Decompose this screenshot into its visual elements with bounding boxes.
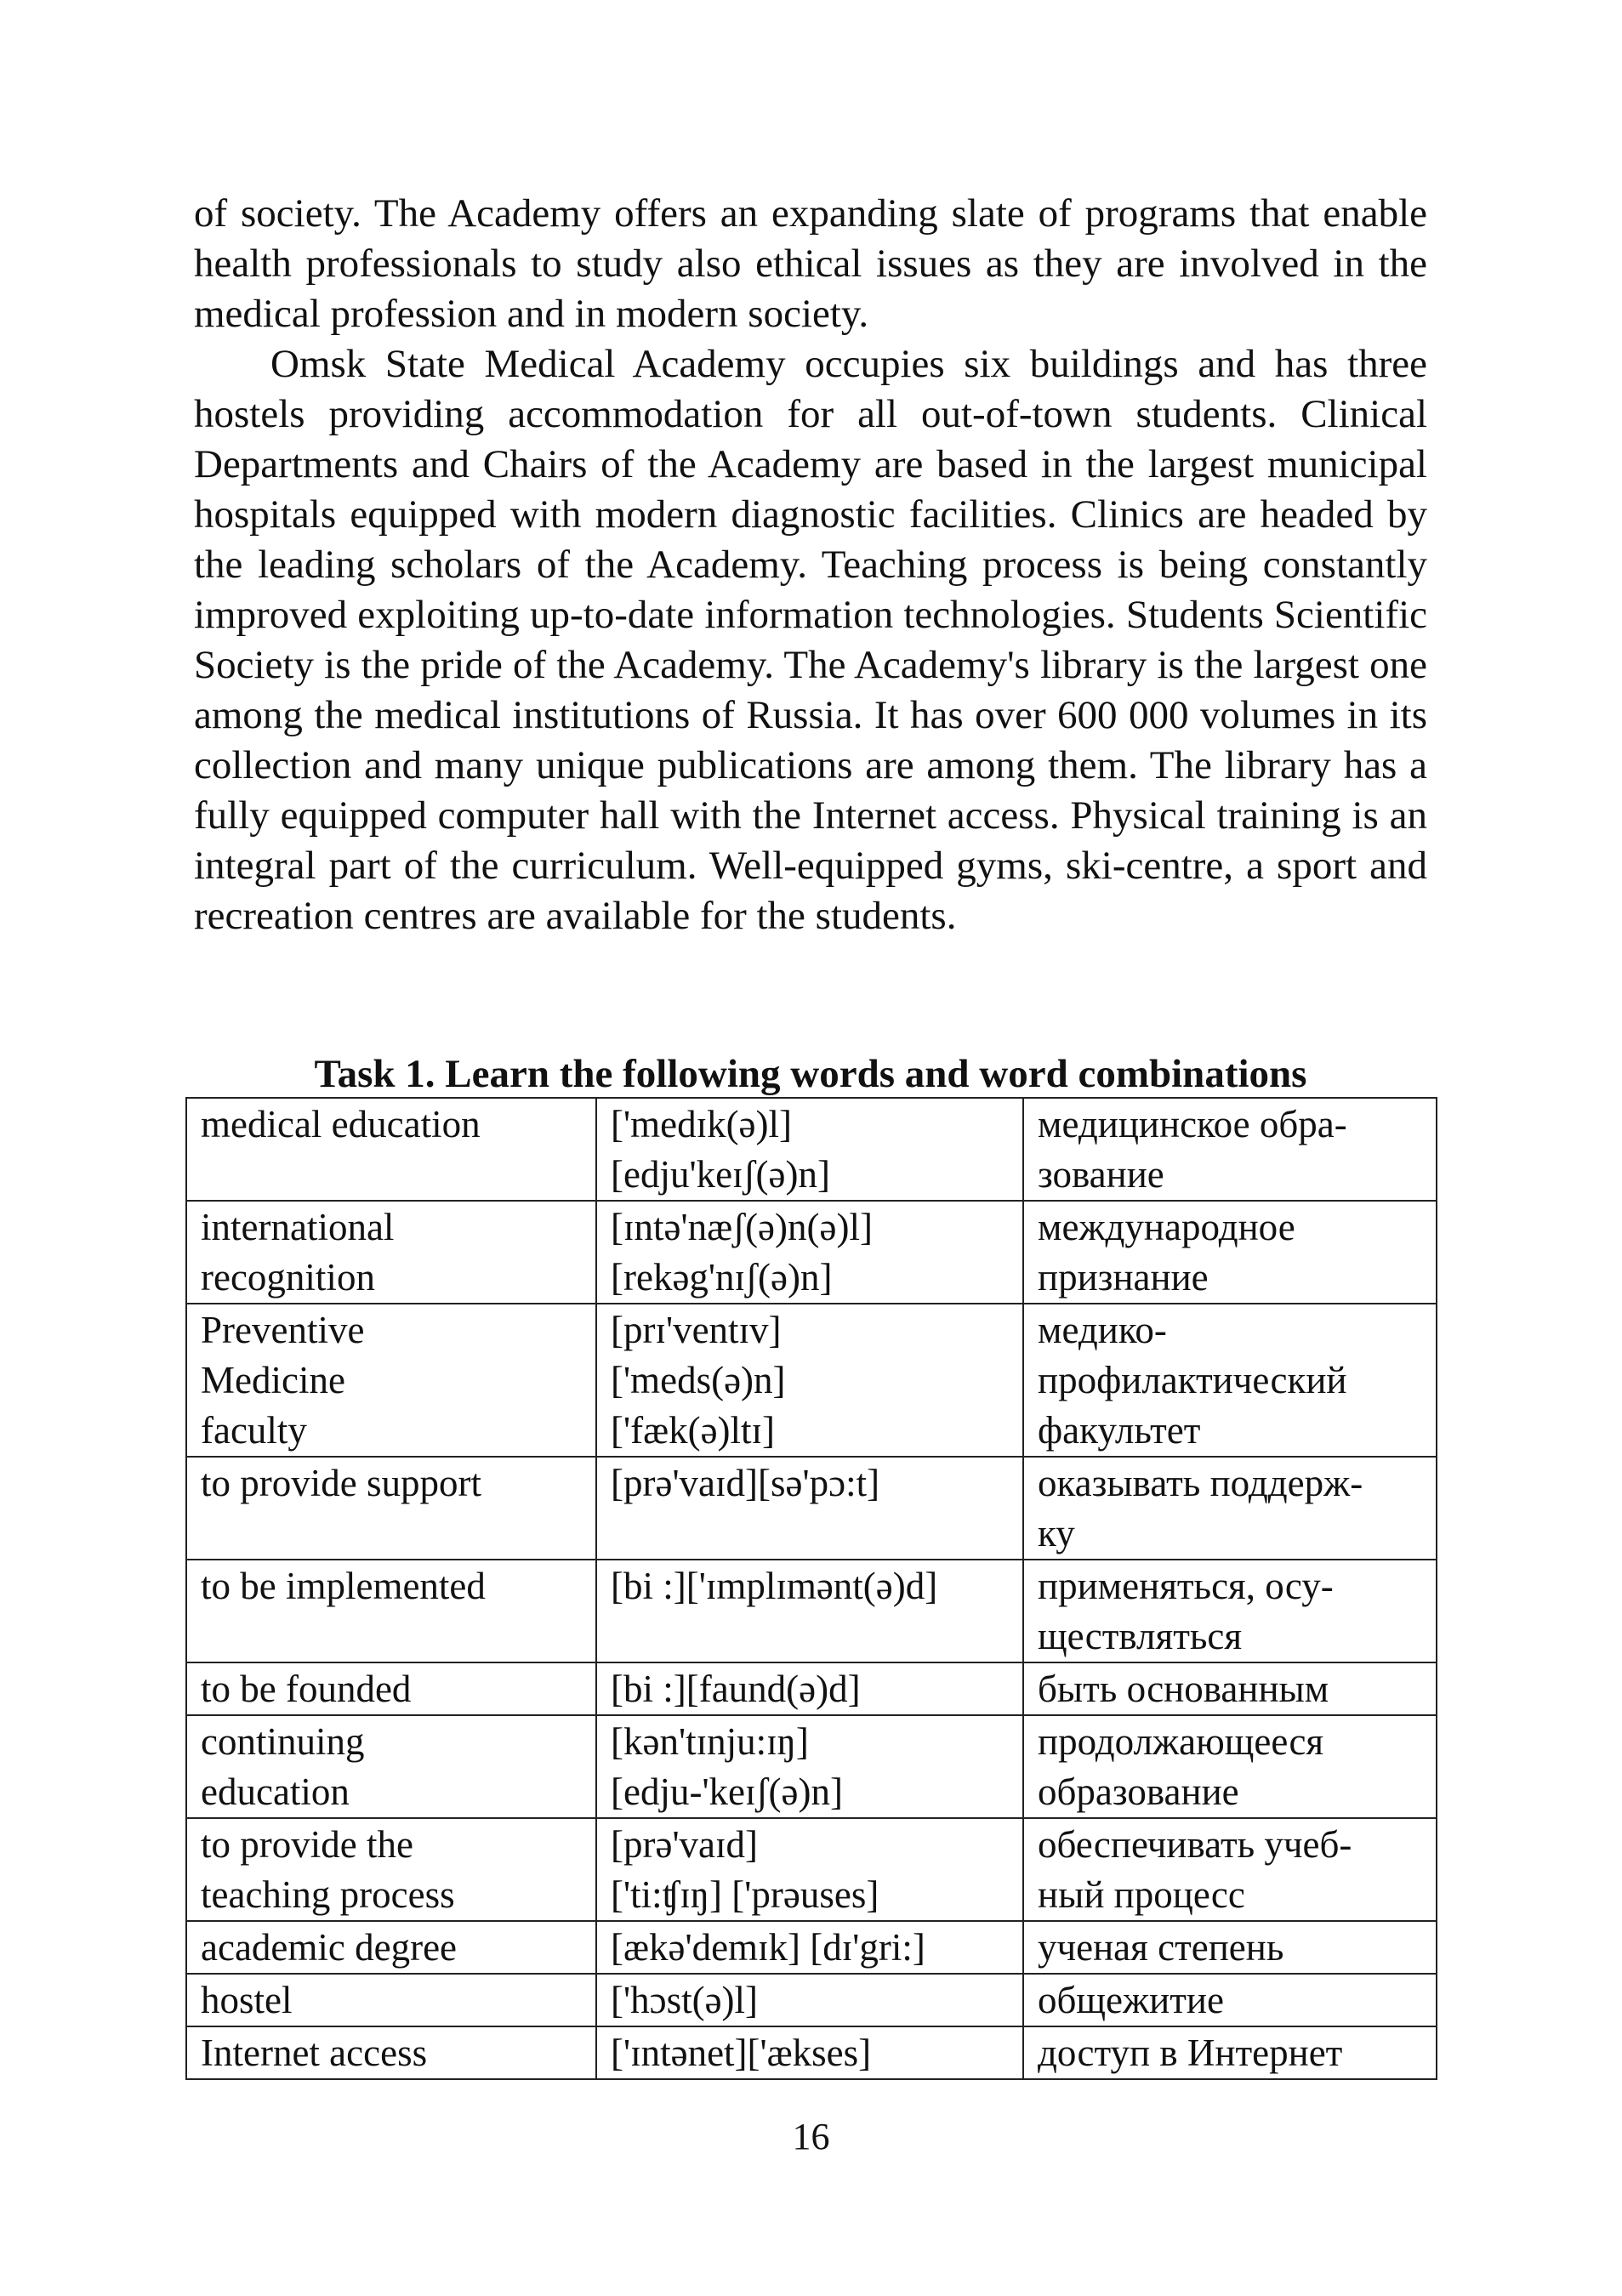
paragraph-academy-description: Omsk State Medical Academy occupies six buildings and has three hostels providing accommodation for all out-of-town students. Clinical Departments and Chairs of the Academy are based in the largest municipal hospitals equipped with modern diagnostic facilities. Clinics are headed by the leading scholars of the Academy. Teaching process is being constantly improved exploiting up-to-date information technologies. Students Scientific Society is the pride of the Academy. The Academy's library is the largest one among the medical institutions of Russia. It has over 600 000 volumes in its collection and many unique publications are among them. The library has a fully equipped computer hall with the Internet access. Physical training is an integral part of the curriculum. Well-equipped gyms, ski-centre, a sport and recreation centres are available for the students. [194, 342, 1427, 938]
vocab-translation-cell: ученая степень [1023, 1921, 1437, 1974]
table-row [186, 2026, 1437, 2079]
vocab-transcription-cell: ['hɔst(ə)l] [596, 1974, 1023, 2026]
table-row [186, 1818, 1437, 1921]
vocab-translation-cell: общежитие [1023, 1974, 1437, 2026]
table-row [186, 1201, 1437, 1304]
vocab-translation-cell: применяться, осу- ществляться [1023, 1560, 1437, 1662]
table-row [186, 1457, 1437, 1560]
vocab-transcription-cell: [prə'vaɪd][sə'pɔ:t] [596, 1457, 1023, 1560]
table-row [186, 1715, 1437, 1818]
page-number: 16 [792, 2116, 830, 2157]
vocab-translation-cell: обеспечивать учеб- ный процесс [1023, 1818, 1437, 1921]
vocab-transcription-cell: [ɪntə'næʃ(ə)n(ə)l] [rekəg'nɪʃ(ə)n] [596, 1201, 1023, 1304]
vocab-transcription-cell: ['medɪk(ə)l] [edju'keɪʃ(ə)n] [596, 1098, 1023, 1201]
vocab-transcription-cell: ['ɪntənet]['ækses] [596, 2026, 1023, 2079]
vocab-word-cell: continuing education [186, 1715, 596, 1818]
vocab-translation-cell: продолжающееся образование [1023, 1715, 1437, 1818]
table-row [186, 1304, 1437, 1457]
vocab-transcription-cell: [prɪ'ventɪv] ['meds(ə)n] ['fæk(ə)ltɪ] [596, 1304, 1023, 1457]
task-title: Task 1. Learn the following words and word combinations [314, 1052, 1307, 1096]
paragraph-continuation: of society. The Academy offers an expanding slate of programs that enable health professionals to study also ethical issues as they are involved in the medical profession and in modern society. [194, 191, 1427, 336]
table-row [186, 1560, 1437, 1662]
vocab-translation-cell: медико- профилактический факультет [1023, 1304, 1437, 1457]
vocab-word-cell: to be implemented [186, 1560, 596, 1662]
vocab-transcription-cell: [prə'vaɪd] ['ti:ʧɪŋ] ['prəuses] [596, 1818, 1023, 1921]
vocab-transcription-cell: [kən'tɪnju:ɪŋ] [edju-'keɪʃ(ə)n] [596, 1715, 1023, 1818]
vocab-word-cell: medical education [186, 1098, 596, 1201]
vocab-translation-cell: оказывать поддерж- ку [1023, 1457, 1437, 1560]
vocab-translation-cell: быть основанным [1023, 1662, 1437, 1715]
table-row [186, 1921, 1437, 1974]
vocab-translation-cell: международное признание [1023, 1201, 1437, 1304]
vocab-word-cell: international recognition [186, 1201, 596, 1304]
vocab-word-cell: academic degree [186, 1921, 596, 1974]
vocab-transcription-cell: [bi :]['ɪmplɪmənt(ə)d] [596, 1560, 1023, 1662]
vocabulary-table-body [186, 1098, 1437, 2079]
vocab-word-cell: to provide the teaching process [186, 1818, 596, 1921]
vocab-word-cell: to provide support [186, 1457, 596, 1560]
vocab-transcription-cell: [bi :][faund(ə)d] [596, 1662, 1023, 1715]
table-row [186, 1662, 1437, 1715]
vocab-translation-cell: доступ в Интернет [1023, 2026, 1437, 2079]
vocab-transcription-cell: [ækə'demɪk] [dɪ'gri:] [596, 1921, 1023, 1974]
vocab-word-cell: to be founded [186, 1662, 596, 1715]
table-row [186, 1098, 1437, 1201]
body-text [194, 189, 1427, 941]
table-row [186, 1974, 1437, 2026]
vocab-word-cell: hostel [186, 1974, 596, 2026]
vocab-word-cell: Internet access [186, 2026, 596, 2079]
vocab-translation-cell: медицинское обра- зование [1023, 1098, 1437, 1201]
vocabulary-table [185, 1097, 1437, 2080]
vocab-word-cell: Preventive Medicine faculty [186, 1304, 596, 1457]
